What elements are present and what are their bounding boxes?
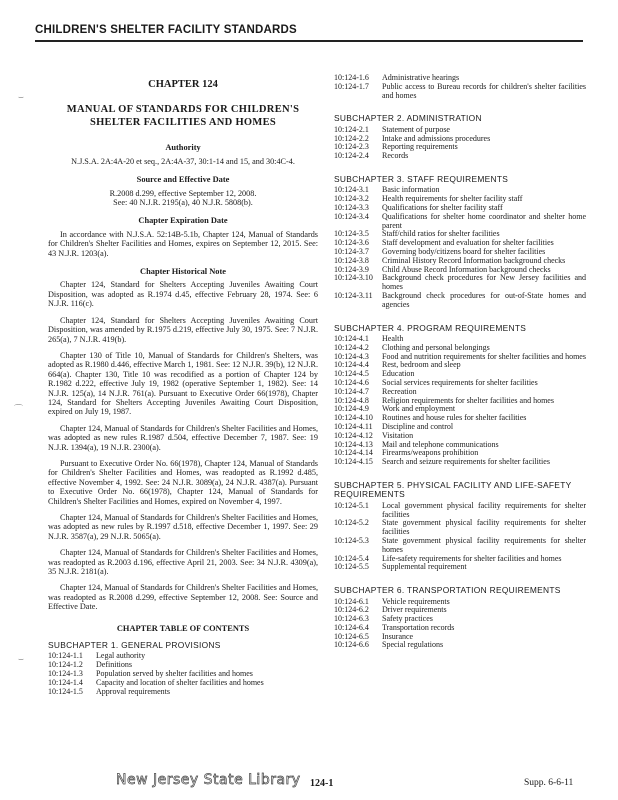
section-number: 10:124-4.5	[334, 369, 369, 379]
toc-entry	[334, 458, 586, 467]
section-caption: Food and nutrition requirements for shelter facilities and homes	[382, 351, 586, 361]
section-number: 10:124-2.1	[334, 124, 369, 134]
section-caption: Public access to Bureau records for children's shelter facilities and homes	[382, 81, 586, 100]
toc-entry	[334, 379, 586, 388]
section-caption: State government physical facility requirements for shelter facilities	[382, 518, 586, 537]
expiration-text: In accordance with N.J.S.A. 52:14B-5.1b, Chapter 124, Manual of Standards for Children's Shelter Facilities and Homes, expires on September 12, 2015. See: 43 N.J.R. 1203(a).	[48, 229, 318, 258]
toc-entry	[334, 563, 586, 572]
history-paragraph: Chapter 124, Manual of Standards for Children's Shelter Facilities and Homes, was adopted as new rules by R.1997 d.518, effective December 1, 1997. See: 29 N.J.R. 3587(a), 29 N.J.R. 5065(a).	[48, 513, 318, 541]
history-paragraph: Chapter 124, Manual of Standards for Children's Shelter Facilities and Homes, was readopted as R.2003 d.196, effective April 21, 2003. See: 34 N.J.R. 4309(a), 35 N.J.R. 2181(a).	[48, 548, 318, 577]
toc-entry	[334, 361, 586, 370]
section-caption: Supplemental requirement	[382, 562, 467, 572]
toc-entry	[334, 152, 586, 161]
section-caption: Search and seizure requirements for shelter facilities	[382, 457, 550, 467]
toc-entry	[334, 624, 586, 633]
section-number: 10:124-1.1	[48, 651, 83, 661]
margin-mark: ⌣	[18, 92, 24, 102]
toc-entry	[334, 615, 586, 624]
toc-entry	[334, 135, 586, 144]
section-caption: Background check procedures for New Jersey facilities and homes	[382, 273, 586, 292]
right-column	[334, 74, 586, 650]
section-caption: Capacity and location of shelter facilities and homes	[96, 677, 264, 687]
section-number: 10:124-5.5	[334, 562, 369, 572]
section-caption: Approval requirements	[96, 686, 170, 696]
subchapter-heading: SUBCHAPTER 6. TRANSPORTATION REQUIREMENTS	[334, 585, 561, 596]
subchapter-heading: SUBCHAPTER 4. PROGRAM REQUIREMENTS	[334, 322, 527, 333]
toc-entry	[334, 274, 586, 292]
section-caption: Staff development and evaluation for shelter facilities	[382, 238, 554, 248]
history-paragraph: Chapter 124, Manual of Standards for Children's Shelter Facilities and Homes, was adopted as new rules R.1987 d.504, effective December 7, 1987. See: 19 N.J.R. 1394(a), 19 N.J.R. 2300(a).	[48, 423, 318, 452]
section-caption: Statement of purpose	[382, 124, 450, 134]
section-number: 10:124-1.2	[48, 660, 83, 670]
source-text-line-1: R.2008 d.299, effective September 12, 2008.	[109, 188, 257, 198]
section-number: 10:124-4.11	[334, 421, 373, 431]
toc-right	[334, 74, 586, 650]
section-number: 10:124-4.1	[334, 333, 369, 343]
toc-left	[48, 641, 318, 696]
section-number: 10:124-3.10	[334, 273, 373, 283]
section-number: 10:124-4.6	[334, 377, 369, 387]
authority-heading: Authority	[165, 143, 201, 153]
expiration-heading: Chapter Expiration Date	[138, 216, 228, 226]
section-number: 10:124-3.2	[334, 194, 369, 204]
section-caption: Vehicle requirements	[382, 596, 450, 606]
section-number: 10:124-3.5	[334, 229, 369, 239]
toc-entry	[334, 537, 586, 555]
toc-entry	[48, 679, 318, 688]
section-number: 10:124-1.5	[48, 686, 83, 696]
section-number: 10:124-4.8	[334, 395, 369, 405]
section-number: 10:124-5.4	[334, 553, 369, 563]
section-number: 10:124-1.4	[48, 677, 83, 687]
section-caption: Criminal History Record Information background checks	[382, 255, 566, 265]
section-number: 10:124-4.7	[334, 386, 369, 396]
history-paragraph: Chapter 130 of Title 10, Manual of Standards for Children's Shelters, was adopted as R.1980 d.446, effective March 1, 1981. See: 12 N.J.R. 39(b), 12 N.J.R. 664(a). Chapter 130, Title 10 was recodified as a portion of Chapter 124 by R.1982 d.222, effective July 19, 1982 (operative September 1, 1982). See: 14 N.J.R. 125(a), 14 N.J.R. 761(a). Pursuant to Executive Order 66(1978), Chapter 124, Standard for Shelters Accepting Juveniles Awaiting Court Disposition, expired on July 19, 1987.	[48, 350, 318, 417]
library-logo: New Jersey State Library	[116, 772, 301, 788]
header-rule	[35, 40, 583, 42]
section-caption: Background check procedures for out-of-State homes and agencies	[382, 290, 586, 309]
toc-entry	[48, 652, 318, 661]
section-caption: Basic information	[382, 185, 440, 195]
toc-entry	[334, 397, 586, 406]
source-heading: Source and Effective Date	[136, 175, 230, 185]
section-number: 10:124-3.9	[334, 264, 369, 274]
section-number: 10:124-2.2	[334, 133, 369, 143]
section-caption: State government physical facility requirements for shelter homes	[382, 535, 586, 554]
section-number: 10:124-3.3	[334, 202, 369, 212]
section-number: 10:124-4.13	[334, 439, 373, 449]
subchapter-heading: SUBCHAPTER 5. PHYSICAL FACILITY AND LIFE-SAFETY REQUIREMENTS	[334, 479, 572, 500]
section-number: 10:124-4.12	[334, 430, 373, 440]
section-number: 10:124-4.14	[334, 448, 373, 458]
authority-text: N.J.S.A. 2A:4A-20 et seq., 2A:4A-37, 30:1-14 and 15, and 30:4C-4.	[71, 156, 295, 166]
section-number: 10:124-6.2	[334, 605, 369, 615]
subchapter-heading: SUBCHAPTER 1. GENERAL PROVISIONS	[48, 640, 221, 651]
section-caption: Recreation	[382, 386, 417, 396]
toc-entry	[334, 519, 586, 537]
chapter-title-line-2: SHELTER FACILITIES AND HOMES	[89, 117, 277, 129]
section-number: 10:124-5.2	[334, 518, 369, 528]
section-caption: Routines and house rules for shelter facilities	[382, 413, 527, 423]
section-number: 10:124-1.3	[48, 669, 83, 679]
section-caption: Qualifications for shelter facility staff	[382, 202, 503, 212]
toc-heading: CHAPTER TABLE OF CONTENTS	[116, 623, 250, 633]
section-caption: Special regulations	[382, 640, 444, 650]
section-caption: Transportation records	[382, 622, 455, 632]
section-number: 10:124-3.7	[334, 246, 369, 256]
toc-entry	[334, 641, 586, 650]
history-paragraph: Chapter 124, Standard for Shelters Accepting Juveniles Awaiting Court Disposition, was adopted as R.1974 d.45, effective February 28, 1974. See: 6 N.J.R. 116(c).	[48, 280, 318, 309]
toc-entry	[334, 598, 586, 607]
section-number: 10:124-5.1	[334, 500, 369, 510]
section-caption: Clothing and personal belongings	[382, 342, 490, 352]
toc-entry	[48, 688, 318, 697]
section-number: 10:124-1.6	[334, 73, 369, 82]
toc-entry	[334, 292, 586, 310]
section-caption: Driver requirements	[382, 605, 447, 615]
toc-entry	[334, 213, 586, 231]
section-number: 10:124-3.4	[334, 211, 369, 221]
subchapter-heading: SUBCHAPTER 2. ADMINISTRATION	[334, 113, 482, 124]
supplement-date: Supp. 6-6-11	[524, 778, 574, 788]
section-number: 10:124-6.5	[334, 631, 369, 641]
section-number: 10:124-4.10	[334, 413, 373, 423]
section-number: 10:124-5.3	[334, 535, 369, 545]
section-caption: Records	[382, 151, 409, 161]
section-caption: Education	[382, 369, 415, 379]
source-text	[48, 189, 318, 208]
section-caption: Administrative hearings	[382, 73, 460, 82]
section-caption: Insurance	[382, 631, 414, 641]
section-number: 10:124-4.3	[334, 351, 369, 361]
section-caption: Governing body/citizens board for shelter facilities	[382, 246, 546, 256]
section-number: 10:124-2.4	[334, 151, 369, 161]
history-heading: Chapter Historical Note	[140, 267, 226, 277]
toc-entry	[334, 606, 586, 615]
section-caption: Health requirements for shelter facility staff	[382, 194, 523, 204]
chapter-title	[48, 103, 318, 129]
section-caption: Firearms/weapons prohibition	[382, 448, 479, 458]
section-caption: Definitions	[96, 660, 132, 670]
running-head: CHILDREN'S SHELTER FACILITY STANDARDS	[35, 24, 297, 36]
section-caption: Reporting requirements	[382, 142, 458, 152]
section-caption: Social services requirements for shelter facilities	[382, 377, 538, 387]
left-column	[48, 80, 318, 696]
section-number: 10:124-4.2	[334, 342, 369, 352]
chapter-title-line-1: MANUAL OF STANDARDS FOR CHILDREN'S	[66, 104, 300, 116]
section-caption: Work and employment	[382, 404, 456, 414]
history-paragraph: Chapter 124, Standard for Shelters Accepting Juveniles Awaiting Court Disposition, was amended by R.1975 d.219, effective July 30, 1975. See: 7 N.J.R. 265(a), 7 N.J.R. 419(b).	[48, 315, 318, 344]
section-number: 10:124-4.9	[334, 404, 369, 414]
section-caption: Mail and telephone communications	[382, 439, 499, 449]
section-caption: Local government physical facility requirements for shelter facilities	[382, 500, 586, 519]
section-number: 10:124-4.15	[334, 457, 373, 467]
section-caption: Life-safety requirements for shelter facilities and homes	[382, 553, 562, 563]
section-number: 10:124-3.11	[334, 290, 373, 300]
section-number: 10:124-4.4	[334, 360, 369, 370]
history-paragraph: Chapter 124, Manual of Standards for Children's Shelter Facilities and Homes, was readopted as R.2008 d.299, effective September 12, 2008. See: Source and Effective Date.	[48, 583, 318, 612]
section-caption: Safety practices	[382, 614, 433, 624]
section-caption: Rest, bedroom and sleep	[382, 360, 461, 370]
section-caption: Staff/child ratios for shelter facilities	[382, 229, 500, 239]
source-text-line-2: See: 40 N.J.R. 2195(a), 40 N.J.R. 5808(b).	[113, 198, 253, 208]
chapter-number: CHAPTER 124	[148, 79, 218, 90]
margin-mark: ⌒	[14, 404, 24, 414]
section-number: 10:124-3.6	[334, 238, 369, 248]
section-number: 10:124-6.6	[334, 640, 369, 650]
toc-entry	[334, 633, 586, 642]
section-number: 10:124-1.7	[334, 81, 369, 91]
toc-entry	[334, 143, 586, 152]
section-caption: Qualifications for shelter home coordinator and shelter home parent	[382, 211, 586, 230]
history-notes	[48, 280, 318, 611]
section-caption: Intake and admissions procedures	[382, 133, 491, 143]
subchapter-heading: SUBCHAPTER 3. STAFF REQUIREMENTS	[334, 173, 509, 184]
section-caption: Health	[382, 333, 404, 343]
section-caption: Religion requirements for shelter facilities and homes	[382, 395, 554, 405]
margin-mark: ⌣	[18, 654, 24, 664]
section-caption: Population served by shelter facilities and homes	[96, 669, 253, 679]
section-number: 10:124-6.4	[334, 622, 369, 632]
section-number: 10:124-3.8	[334, 255, 369, 265]
section-caption: Discipline and control	[382, 421, 454, 431]
section-number: 10:124-3.1	[334, 185, 369, 195]
section-caption: Visitation	[382, 430, 414, 440]
section-number: 10:124-6.1	[334, 596, 369, 606]
toc-entry	[334, 502, 586, 520]
section-caption: Child Abuse Record Information background checks	[382, 264, 551, 274]
page-number: 124-1	[310, 778, 334, 789]
section-caption: Legal authority	[96, 651, 146, 661]
history-paragraph: Pursuant to Executive Order No. 66(1978), Chapter 124, Manual of Standards for Children's Shelter Facilities and Homes, was readopted as R.1992 d.485, effective November 4, 1992. See: 24 N.J.R. 3089(a), 24 N.J.R. 4387(a). Pursuant to Executive Order No. 66(1978), Chapter 124, Manual of Standards for Children's Shelter Facilities and Homes, expired on November 4, 1997.	[48, 458, 318, 506]
section-number: 10:124-6.3	[334, 614, 369, 624]
toc-entry	[334, 83, 586, 101]
section-number: 10:124-2.3	[334, 142, 369, 152]
